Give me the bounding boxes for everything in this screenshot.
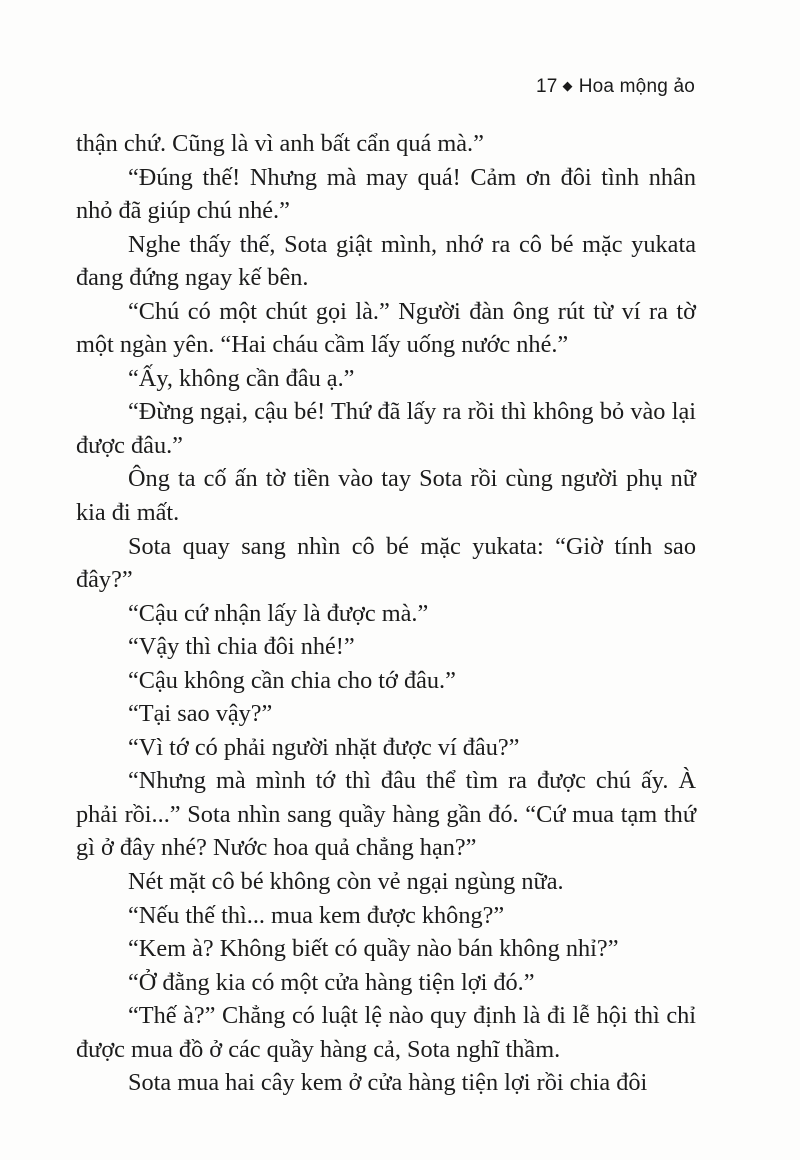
paragraph: “Tại sao vậy?” <box>128 700 273 728</box>
paragraph: “Ở đằng kia có một cửa hàng tiện lợi đó.” <box>128 968 535 996</box>
paragraph: “Ấy, không cần đâu ạ.” <box>128 364 355 392</box>
paragraph: Sota quay sang nhìn cô bé mặc yukata: “Giờ tính sao đây?” <box>76 532 696 594</box>
paragraph: thận chứ. Cũng là vì anh bất cẩn quá mà.” <box>76 130 484 157</box>
paragraph: “Đừng ngại, cậu bé! Thứ đã lấy ra rồi thì không bỏ vào lại được đâu.” <box>76 398 696 459</box>
diamond-separator-icon: ◆ <box>562 78 573 93</box>
paragraph: “Nếu thế thì... mua kem được không?” <box>128 901 505 929</box>
running-header <box>536 76 695 98</box>
paragraph: “Thế à?” Chẳng có luật lệ nào quy định là đi lễ hội thì chỉ được mua đồ ở các quầy hàng cả, Sota nghĩ thầm. <box>76 1002 696 1063</box>
paragraph: “Vì tớ có phải người nhặt được ví đâu?” <box>128 733 520 761</box>
page-number: 17 <box>535 76 558 97</box>
paragraph: “Kem à? Không biết có quầy nào bán không nhỉ?” <box>128 935 619 963</box>
paragraph: “Cậu cứ nhận lấy là được mà.” <box>128 599 429 627</box>
paragraph: “Vậy thì chia đôi nhé!” <box>128 633 355 661</box>
paragraph: Ông ta cố ấn tờ tiền vào tay Sota rồi cùng người phụ nữ kia đi mất. <box>76 465 696 527</box>
paragraph: “Cậu không cần chia cho tớ đâu.” <box>128 666 456 694</box>
paragraph: “Đúng thế! Nhưng mà may quá! Cảm ơn đôi tình nhân nhỏ đã giúp chú nhé.” <box>76 163 696 225</box>
chapter-title: Hoa mộng ảo <box>578 76 695 97</box>
paragraph: Nghe thấy thế, Sota giật mình, nhớ ra cô bé mặc yukata đang đứng ngay kế bên. <box>76 230 696 292</box>
paragraph: “Nhưng mà mình tớ thì đâu thể tìm ra được chú ấy. À phải rồi...” Sota nhìn sang quầy hàng gần đó. “Cứ mua tạm thứ gì ở đây nhé? Nước hoa quả chẳng hạn?” <box>76 767 696 862</box>
paragraph: Nét mặt cô bé không còn vẻ ngại ngùng nữa. <box>128 868 564 896</box>
paragraph: Sota mua hai cây kem ở cửa hàng tiện lợi rồi chia đôi <box>128 1069 648 1097</box>
body-text <box>76 127 696 1100</box>
paragraph: “Chú có một chút gọi là.” Người đàn ông rút từ ví ra tờ một ngàn yên. “Hai cháu cầm lấy uống nước nhé.” <box>76 297 696 359</box>
